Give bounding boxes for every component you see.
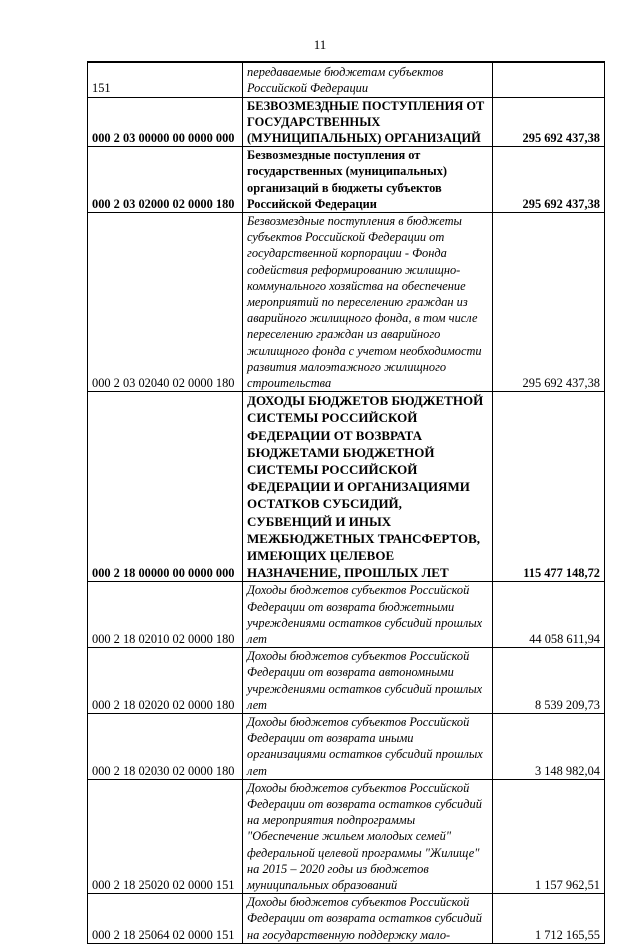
sum-cell: 8 539 209,73 xyxy=(493,648,605,714)
code-cell: 000 2 03 00000 00 0000 000 xyxy=(88,97,243,147)
code-cell: 000 2 03 02040 02 0000 180 xyxy=(88,212,243,391)
sum-cell: 115 477 148,72 xyxy=(493,392,605,582)
table-row xyxy=(88,212,605,391)
budget-table xyxy=(87,61,605,944)
code-cell: 151 xyxy=(88,62,243,97)
name-cell: ДОХОДЫ БЮДЖЕТОВ БЮДЖЕТНОЙ СИСТЕМЫ РОССИЙСКОЙ ФЕДЕРАЦИИ ОТ ВОЗВРАТА БЮДЖЕТАМИ БЮДЖЕТНОЙ СИСТЕМЫ РОССИЙСКОЙ ФЕДЕРАЦИИ И ОРГАНИЗАЦИЯМИ ОСТАТКОВ СУБСИДИЙ, СУБВЕНЦИЙ И ИНЫХ МЕЖБЮДЖЕТНЫХ ТРАНСФЕРТОВ, ИМЕЮЩИХ ЦЕЛЕВОЕ НАЗНАЧЕНИЕ, ПРОШЛЫХ ЛЕТ xyxy=(243,392,493,582)
code-cell: 000 2 18 02030 02 0000 180 xyxy=(88,714,243,780)
table-row xyxy=(88,582,605,648)
sum-cell: 3 148 982,04 xyxy=(493,714,605,780)
sum-cell: 44 058 611,94 xyxy=(493,582,605,648)
table-row xyxy=(88,147,605,213)
sum-cell: 1 157 962,51 xyxy=(493,779,605,893)
name-cell: Доходы бюджетов субъектов Российской Федерации от возврата остатков субсидий на государственную поддержку мало- xyxy=(243,894,493,944)
code-cell: 000 2 18 02020 02 0000 180 xyxy=(88,648,243,714)
table-row xyxy=(88,62,605,97)
sum-cell: 295 692 437,38 xyxy=(493,212,605,391)
sum-cell xyxy=(493,62,605,97)
code-cell: 000 2 18 25020 02 0000 151 xyxy=(88,779,243,893)
table-row xyxy=(88,714,605,780)
name-cell: Доходы бюджетов субъектов Российской Федерации от возврата автономными учреждениями остатков субсидий прошлых лет xyxy=(243,648,493,714)
table-row xyxy=(88,648,605,714)
code-cell: 000 2 18 25064 02 0000 151 xyxy=(88,894,243,944)
name-cell: передаваемые бюджетам субъектов Российской Федерации xyxy=(243,62,493,97)
name-cell: Доходы бюджетов субъектов Российской Федерации от возврата остатков субсидий на мероприятия подпрограммы "Обеспечение жильем молодых семей" федеральной целевой программы "Жилище" на 2015 – 2020 годы из бюджетов муниципальных образований xyxy=(243,779,493,893)
table-row xyxy=(88,392,605,582)
table-row xyxy=(88,779,605,893)
page-number: 11 xyxy=(313,37,327,52)
table-row xyxy=(88,97,605,147)
name-cell: Безвозмездные поступления в бюджеты субъектов Российской Федерации от государственной корпорации - Фонда содействия реформированию жилищно-коммунального хозяйства на обеспечение мероприятий по переселению граждан из аварийного жилищного фонда, в том числе переселению граждан из аварийного жилищного фонда с учетом необходимости развития малоэтажного жилищного строительства xyxy=(243,212,493,391)
code-cell: 000 2 18 00000 00 0000 000 xyxy=(88,392,243,582)
code-cell: 000 2 18 02010 02 0000 180 xyxy=(88,582,243,648)
name-cell: БЕЗВОЗМЕЗДНЫЕ ПОСТУПЛЕНИЯ ОТ ГОСУДАРСТВЕННЫХ (МУНИЦИПАЛЬНЫХ) ОРГАНИЗАЦИЙ xyxy=(243,97,493,147)
sum-cell: 295 692 437,38 xyxy=(493,97,605,147)
code-cell: 000 2 03 02000 02 0000 180 xyxy=(88,147,243,213)
name-cell: Доходы бюджетов субъектов Российской Федерации от возврата бюджетными учреждениями остатков субсидий прошлых лет xyxy=(243,582,493,648)
sum-cell: 295 692 437,38 xyxy=(493,147,605,213)
budget-table-body xyxy=(88,62,605,943)
sum-cell: 1 712 165,55 xyxy=(493,894,605,944)
name-cell: Безвозмездные поступления от государственных (муниципальных) организаций в бюджеты субъектов Российской Федерации xyxy=(243,147,493,213)
name-cell: Доходы бюджетов субъектов Российской Федерации от возврата иными организациями остатков субсидий прошлых лет xyxy=(243,714,493,780)
table-row xyxy=(88,894,605,944)
